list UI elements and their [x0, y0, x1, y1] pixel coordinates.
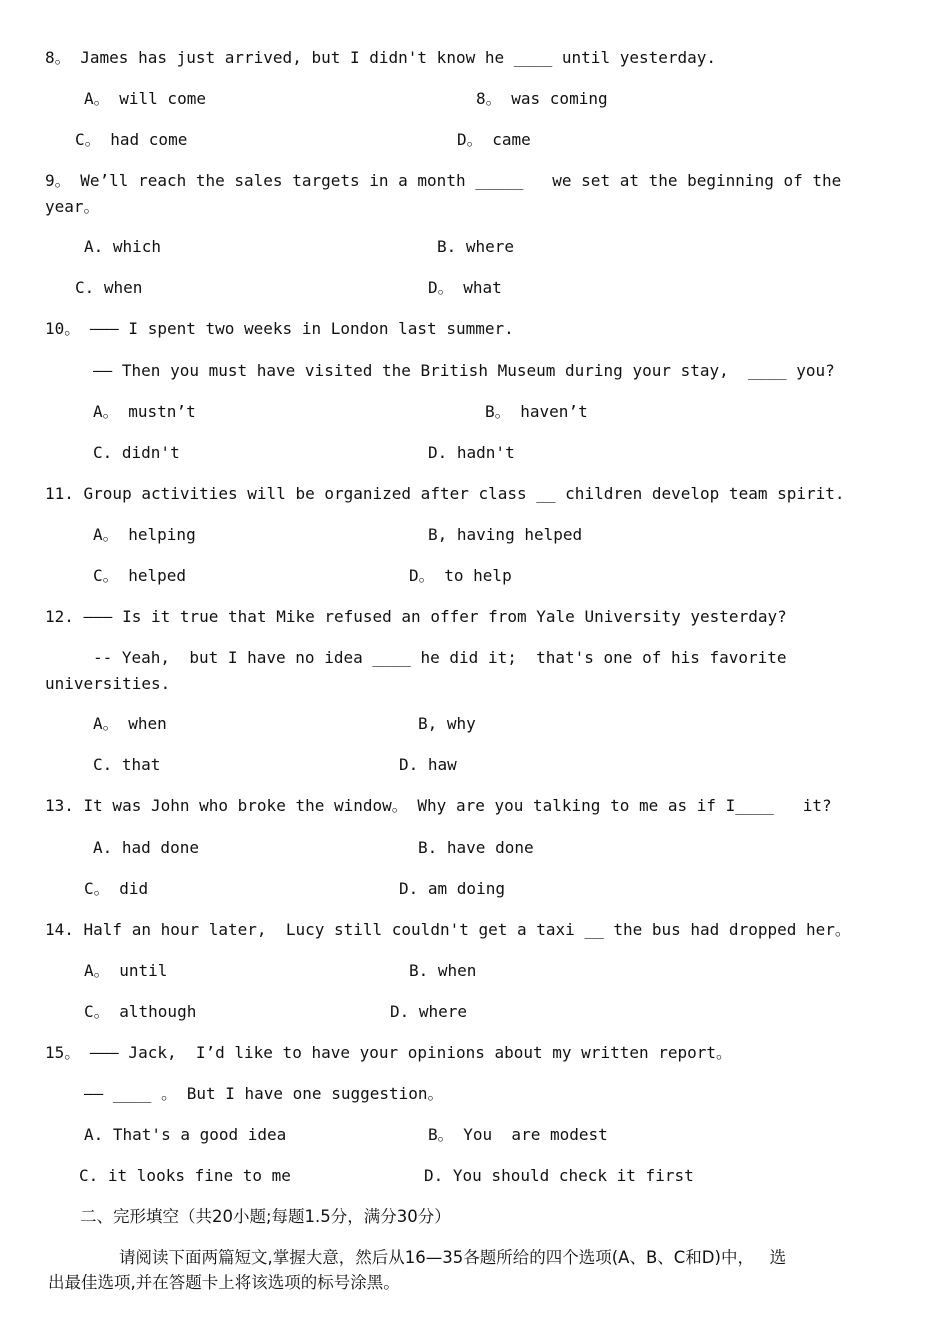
question-stem-continued: universities. — [45, 674, 171, 693]
option-c: C. it looks fine to me — [79, 1166, 291, 1185]
question-stem: 11. Group activities will be organized after class __ children develop team spirit. — [45, 484, 845, 503]
option-b: 8。 was coming — [476, 89, 608, 108]
option-c: C. didn't — [93, 443, 180, 462]
option-a: A。 will come — [84, 89, 206, 108]
option-d: D. haw — [399, 755, 457, 774]
question-stem: 15。 ——— Jack, I’d like to have your opinions about my written report。 — [45, 1043, 733, 1062]
option-c: C。 although — [84, 1002, 197, 1021]
option-b: B, having helped — [428, 525, 583, 544]
section-heading: 二、完形填空（共20小题;每题1.5分，满分30分） — [80, 1207, 451, 1226]
option-b: B, why — [418, 714, 476, 733]
option-b: B. have done — [418, 838, 534, 857]
option-b: B。 haven’t — [485, 402, 588, 421]
option-d: D. You should check it first — [424, 1166, 694, 1185]
option-a: A。 until — [84, 961, 168, 980]
option-a: A。 when — [93, 714, 167, 733]
option-d: D。 what — [428, 278, 502, 297]
option-a: A. That's a good idea — [84, 1125, 287, 1144]
question-stem: 8。 James has just arrived, but I didn't know he ____ until yesterday. — [45, 48, 717, 67]
option-b: B。 You are modest — [428, 1125, 608, 1144]
option-c: C。 had come — [75, 130, 188, 149]
question-stem-reply: —— ____ 。 But I have one suggestion。 — [84, 1084, 444, 1103]
option-d: D. where — [390, 1002, 468, 1021]
question-stem-reply: —— Then you must have visited the British Museum during your stay, ____ you? — [93, 361, 835, 380]
option-d: D。 to help — [409, 566, 512, 585]
question-stem: 9。 We’ll reach the sales targets in a month _____ we set at the beginning of the — [45, 171, 842, 190]
question-stem: 10。 ——— I spent two weeks in London last summer. — [45, 319, 514, 338]
option-c: C. when — [75, 278, 143, 297]
section-instruction-continued: 出最佳选项,并在答题卡上将该选项的标号涂黑。 — [48, 1273, 400, 1292]
option-b: B. where — [437, 237, 515, 256]
option-a: A. which — [84, 237, 162, 256]
option-d: D. am doing — [399, 879, 505, 898]
section-instruction: 请阅读下面两篇短文,掌握大意，然后从16—35各题所给的四个选项(A、B、C和D)中， 选 — [119, 1248, 787, 1267]
option-c: C. that — [93, 755, 161, 774]
option-c: C。 did — [84, 879, 149, 898]
option-a: A。 helping — [93, 525, 196, 544]
question-stem: 12. ——— Is it true that Mike refused an offer from Yale University yesterday? — [45, 607, 787, 626]
option-c: C。 helped — [93, 566, 187, 585]
option-d: D。 came — [457, 130, 531, 149]
question-stem: 13. It was John who broke the window。 Why are you talking to me as if I____ it? — [45, 796, 832, 815]
question-stem-continued: year。 — [45, 197, 100, 216]
option-a: A。 mustn’t — [93, 402, 196, 421]
question-stem-reply: -- Yeah, but I have no idea ____ he did it; that's one of his favorite — [93, 648, 787, 667]
question-stem: 14. Half an hour later, Lucy still couldn't get a taxi __ the bus had dropped her。 — [45, 920, 851, 939]
option-b: B. when — [409, 961, 477, 980]
option-a: A. had done — [93, 838, 199, 857]
option-d: D. hadn't — [428, 443, 515, 462]
